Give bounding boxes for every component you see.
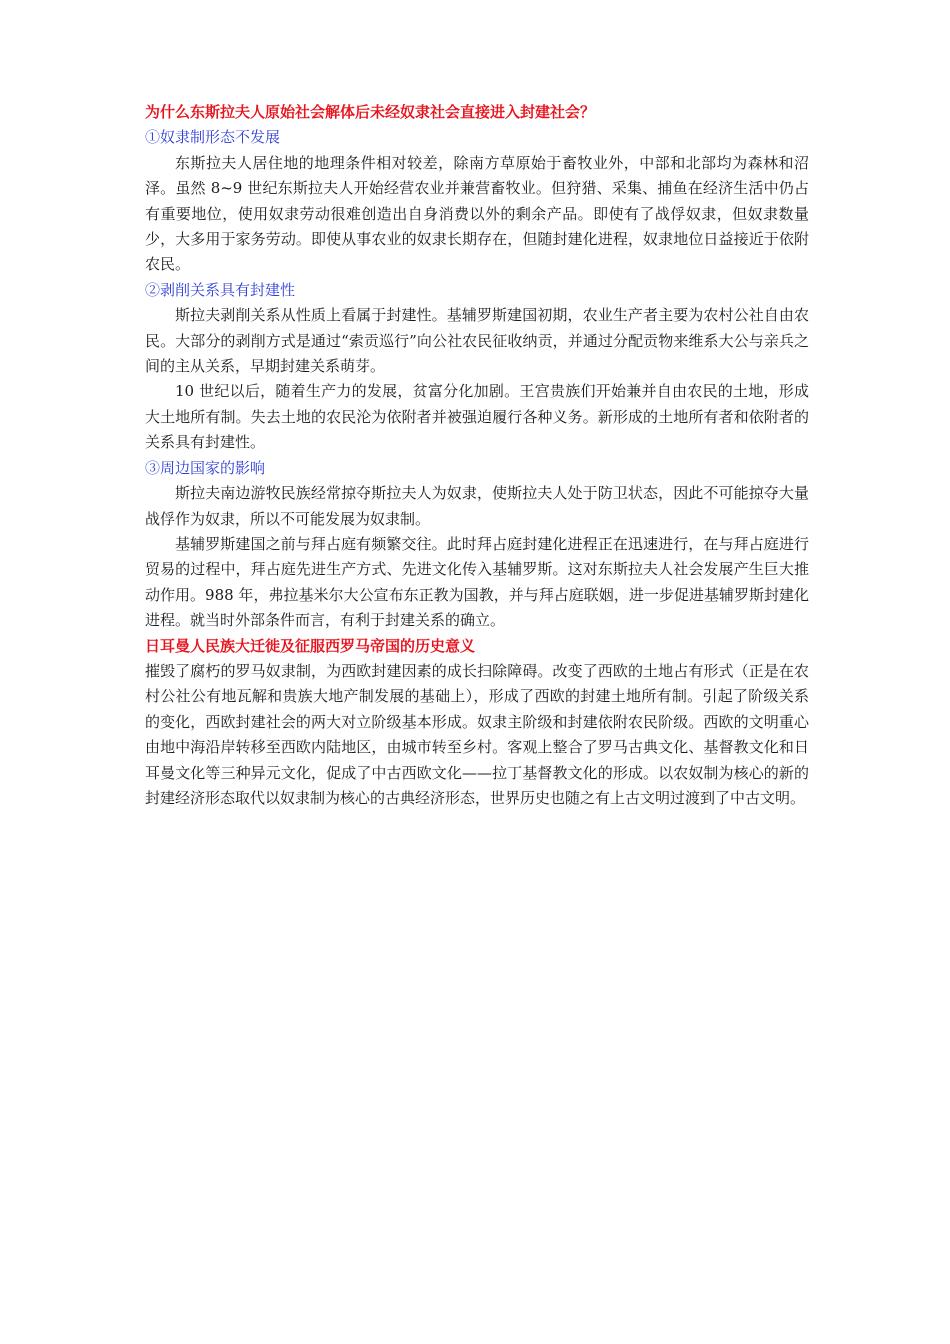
paragraph-nomads: 斯拉夫南边游牧民族经常掠夺斯拉夫人为奴隶，使斯拉夫人处于防卫状态，因此不可能掠夺大量战俘作为奴隶，所以不可能发展为奴隶制。 — [145, 484, 809, 528]
document-page — [145, 100, 809, 811]
paragraph-germanic-significance: 摧毁了腐朽的罗马奴隶制，为西欧封建因素的成长扫除障碍。改变了西欧的土地占有形式（正是在农村公社公有地瓦解和贵族大地产制发展的基础上），形成了西欧的封建土地所有制。引起了阶级关系的变化，西欧封建社会的两大对立阶级基本形成。奴隶主阶级和封建依附农民阶级。西欧的文明重心由地中海沿岸转移至西欧内陆地区，由城市转至乡村。客观上整合了罗马古典文化、基督教文化和日耳曼文化等三种异元文化，促成了中古西欧文化——拉丁基督教文化的形成。以农奴制为核心的新的封建经济形态取代以奴隶制为核心的古典经济形态，世界历史也随之有上古文明过渡到了中古文明。 — [145, 661, 809, 807]
subheading-feudal-exploitation: ②剥削关系具有封建性 — [145, 280, 296, 299]
paragraph-land-ownership: 10 世纪以后，随着生产力的发展，贫富分化加剧。王宫贵族们开始兼并自由农民的土地，形成大土地所有制。失去土地的农民沦为依附者并被强迫履行各种义务。新形成的土地所有者和依附者的关系具有封建性。 — [145, 382, 809, 452]
paragraph-tribute: 斯拉夫剥削关系从性质上看属于封建性。基辅罗斯建国初期，农业生产者主要为农村公社自由农民。大部分的剥削方式是通过“索贡巡行”向公社农民征收纳贡，并通过分配贡物来维系大公与亲兵之间的主从关系，早期封建关系萌芽。 — [145, 306, 809, 376]
question-title-slavs: 为什么东斯拉夫人原始社会解体后未经奴隶社会直接进入封建社会？ — [145, 103, 596, 121]
subheading-neighbor-influence: ③周边国家的影响 — [145, 458, 266, 477]
subheading-slavery-undeveloped: ①奴隶制形态不发展 — [145, 128, 281, 147]
paragraph-byzantium: 基辅罗斯建国之前与拜占庭有频繁交往。此时拜占庭封建化进程正在迅速进行，在与拜占庭进行贸易的过程中，拜占庭先进生产方式、先进文化传入基辅罗斯。这对东斯拉夫人社会发展产生巨大推动作用。988 年，弗拉基米尔大公宣布东正教为国教，并与拜占庭联姻，进一步促进基辅罗斯封建化进程。就当时外部条件而言，有利于封建关系的确立。 — [145, 534, 809, 630]
question-title-germanic-migration: 日耳曼人民族大迁徙及征服西罗马帝国的历史意义 — [145, 636, 476, 655]
paragraph-geography: 东斯拉夫人居住地的地理条件相对较差，除南方草原始于畜牧业外，中部和北部均为森林和沼泽。虽然 8~9 世纪东斯拉夫人开始经营农业并兼营畜牧业。但狩猎、采集、捕鱼在经济生活中仍占有重要地位，使用奴隶劳动很难创造出自身消费以外的剩余产品。即使有了战俘奴隶，但奴隶数量少，大多用于家务劳动。即使从事农业的奴隶长期存在，但随封建化进程，奴隶地位日益接近于依附农民。 — [145, 153, 809, 274]
